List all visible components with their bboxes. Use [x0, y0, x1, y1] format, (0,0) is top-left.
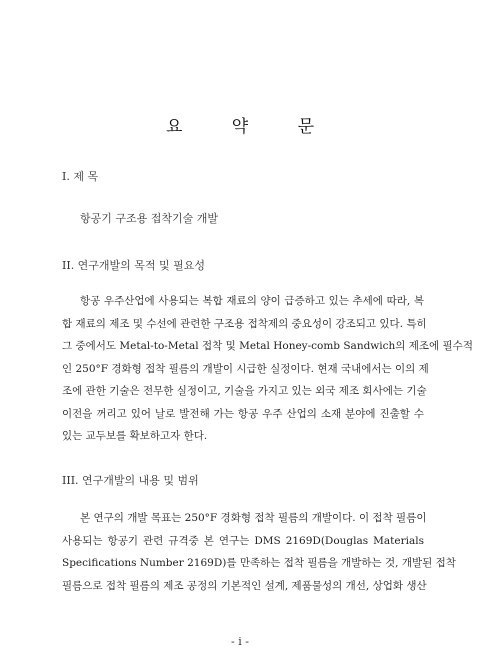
paragraph-line: 인 250°F 경화형 접착 필름의 개발이 시급한 실정이다. 현재 국내에서는 이의 제 [62, 362, 429, 375]
scope-paragraph [62, 507, 456, 597]
section-heading-purpose: II. 연구개발의 목적 및 필요성 [62, 259, 206, 272]
section-heading-title: I. 제 목 [62, 170, 99, 183]
paragraph-line: 본 연구의 개발 목표는 250°F 경화형 접착 필름의 개발이다. 이 접착 필름이 [80, 512, 427, 524]
page-number: - i - [231, 635, 249, 648]
page-title: 요 약 문 [165, 117, 337, 137]
paragraph-line: 이전을 꺼리고 있어 날로 발전해 가는 항공 우주 산업의 소재 분야에 진출할 수 [62, 407, 424, 420]
project-subject: 항공기 구조용 접착기술 개발 [80, 212, 219, 225]
section-heading-scope: III. 연구개발의 내용 및 범위 [62, 474, 199, 487]
paragraph-line: 있는 교두보를 확보하고자 한다. [62, 430, 208, 442]
paragraph-line: 그 중에서도 Metal-to-Metal 접착 및 Metal Honey-comb Sandwich의 제조에 필수적 [62, 340, 473, 352]
paragraph-line: 사용되는 항공기 관련 규격중 본 연구는 DMS 2169D(Douglas Materials [62, 534, 424, 547]
paragraph-line: 합 재료의 제조 및 수선에 관련한 구조용 접착제의 중요성이 강조되고 있다. 특히 [62, 317, 427, 330]
paragraph-line: 조에 관한 기술은 전무한 실정이고, 기술을 가지고 있는 외국 제조 회사에는 기술 [62, 385, 427, 397]
paragraph-line: Specifications Number 2169D)를 만족하는 접착 필름을 개발하는 것, 개발된 접착 [62, 557, 456, 569]
paragraph-line: 필름으로 접착 필름의 제조 공정의 기본적인 설계, 제품물성의 개선, 상업화 생산 [62, 579, 427, 592]
purpose-paragraph [62, 290, 473, 448]
paragraph-line: 항공 우주산업에 사용되는 복합 재료의 양이 급증하고 있는 추세에 따라, 복 [80, 295, 424, 307]
